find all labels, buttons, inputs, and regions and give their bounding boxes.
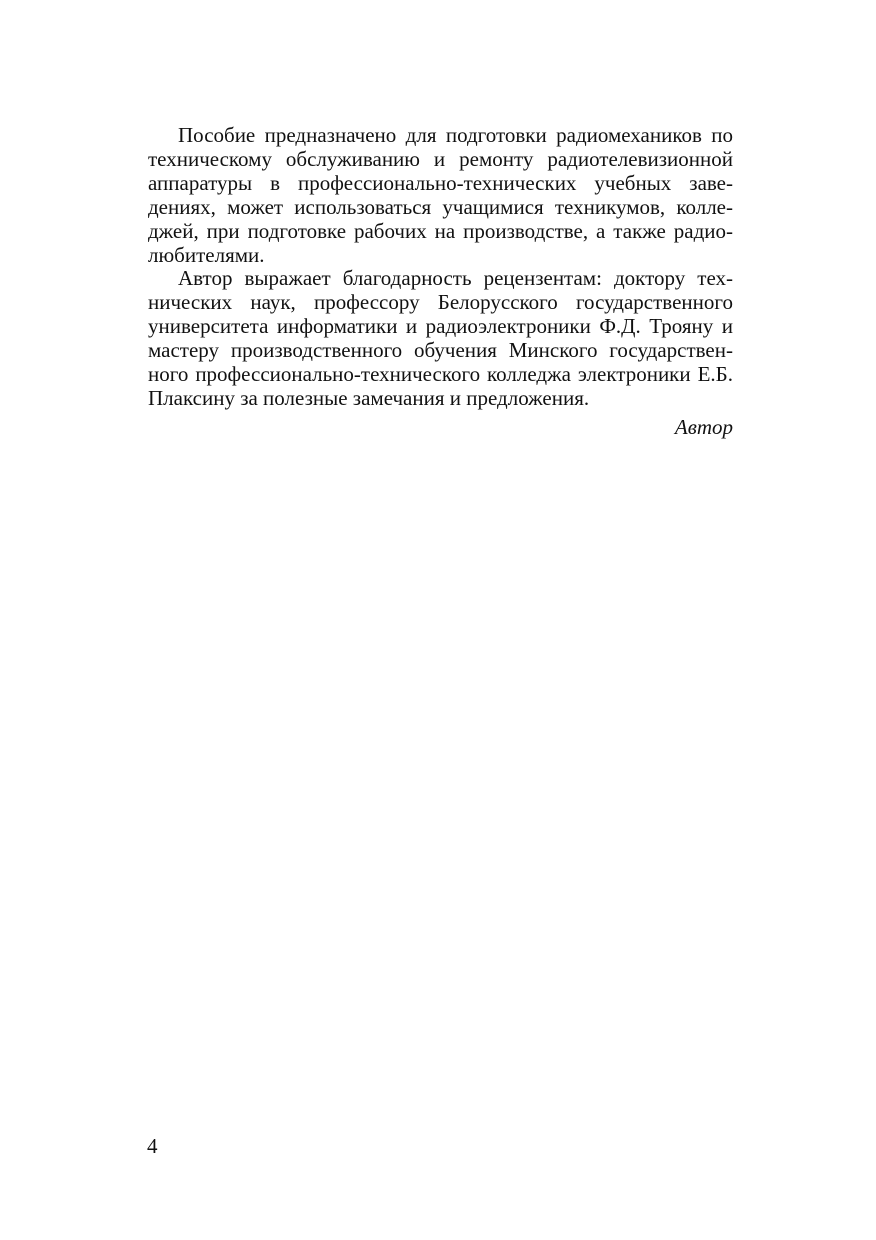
page-number: 4 [147, 1134, 158, 1158]
preface-text-block [148, 124, 733, 439]
paragraph-acknowledgement: Автор выражает благодарность рецензентам: доктору технических наук, профессору Белорусского государственного университета информатики и радиоэлектроники Ф.Д. Трояну и мастеру производственного обучения Минского государственного профессионально-технического колледжа электроники Е.Б. Плаксину за полезные замечания и предложения. [148, 266, 733, 410]
author-signature: Автор [674, 414, 733, 439]
paragraph-purpose: Пособие предназначено для подготовки радиомехаников по техническому обслуживанию и ремонту радиотелевизионной аппаратуры в профессионально-технических учебных заведениях, может использоваться учащимися техникумов, колледжей, при подготовке рабочих на производстве, а также радиолюбителями. [148, 123, 733, 267]
